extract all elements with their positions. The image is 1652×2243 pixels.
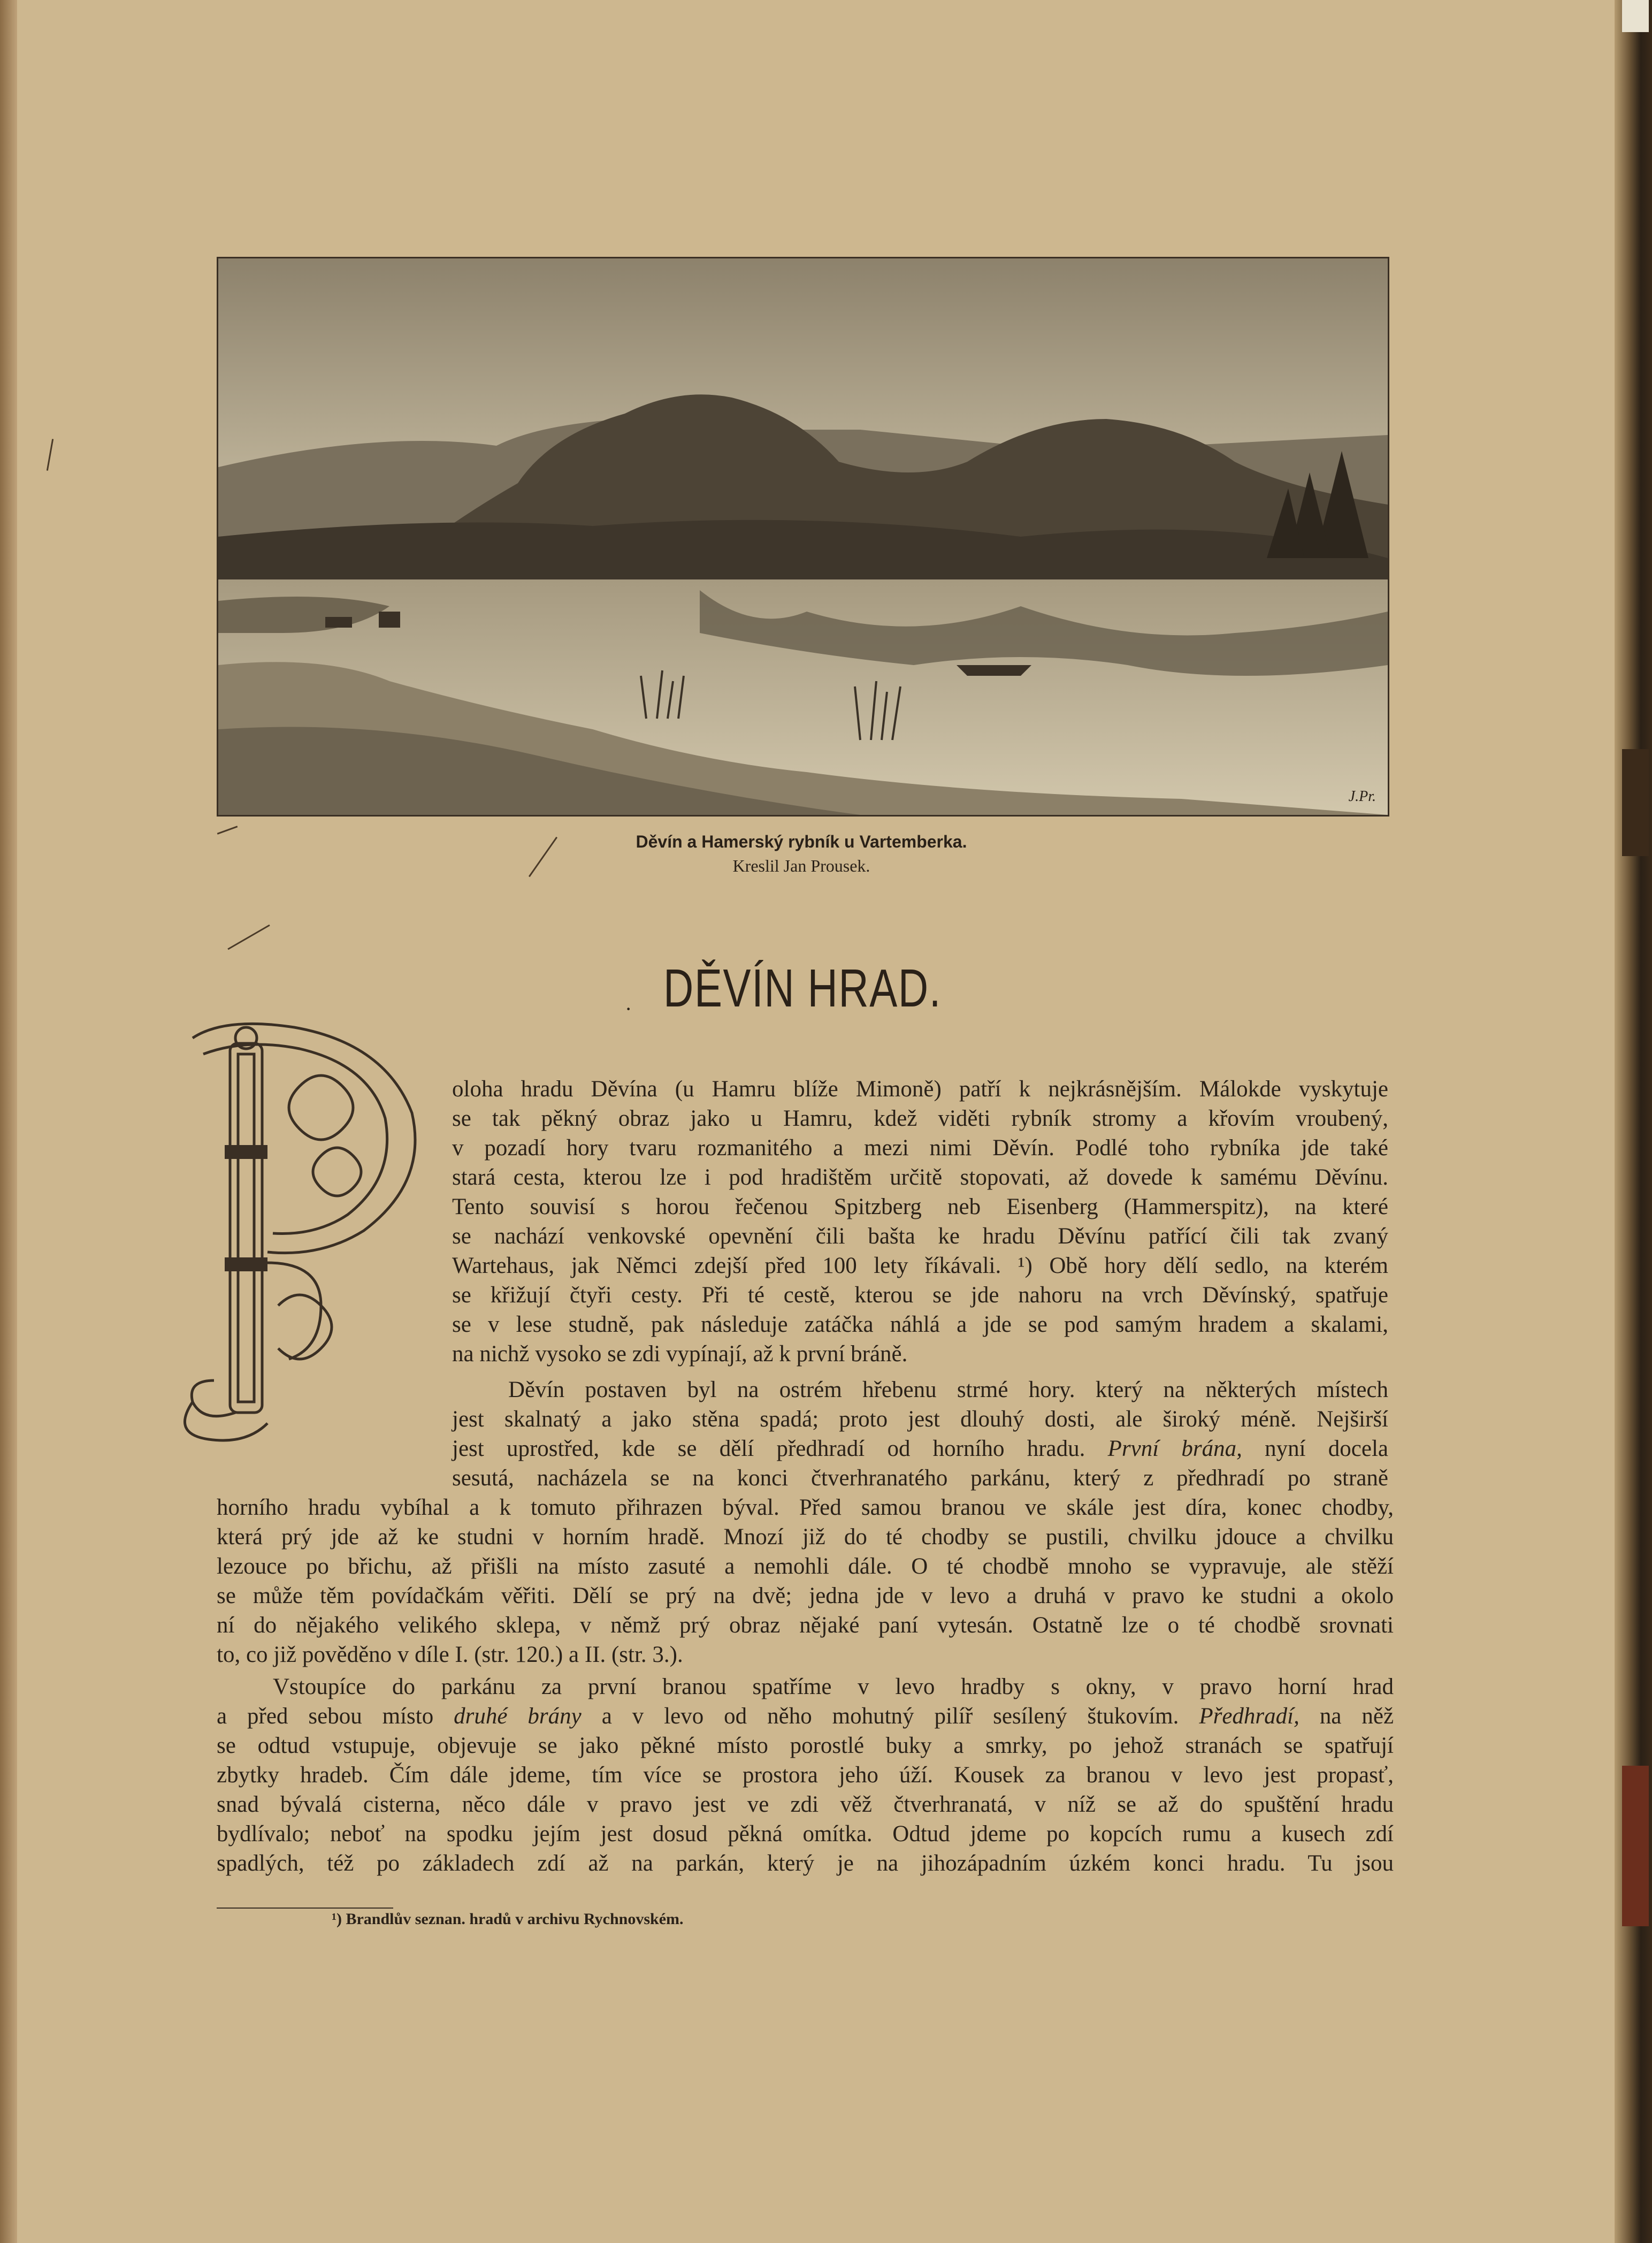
text-line: Děvín postaven byl na ostrém hřebenu strmé hory. který na některých místech: [508, 1377, 1388, 1402]
text-line: zbytky hradeb. Čím dále jdeme, tím více se prostora jeho úží. Kousek za branou v levo jest propasť,: [217, 1763, 1394, 1788]
title-marker: ·: [625, 997, 632, 1021]
text-line: bydlívalo; neboť na spodku jejím jest dosud pěkná omítka. Odtud jdeme po kopcích rumu a kusech zdí: [217, 1821, 1394, 1847]
illustration-signature: J.Pr.: [1348, 788, 1376, 805]
text-segment: na něž: [1319, 1704, 1394, 1729]
paragraph-2-narrow: [452, 1375, 1388, 1493]
text-line: se nachází venkovské opevnění čili bašta ke hradu Děvínu patřící čili tak zvaný: [452, 1224, 1388, 1249]
edge-strip-white: [1622, 0, 1649, 32]
text-line: se může těm povídačkám věřiti. Dělí se prý na dvě; jedna jde v levo a druhá v pravo ke studni a okolo: [217, 1583, 1394, 1608]
text-segment: nyní docela: [1265, 1436, 1389, 1461]
illustration-caption-credit: Kreslil Jan Prousek.: [732, 856, 870, 875]
edge-strip-dark: [1622, 749, 1649, 856]
text-line: jest skalnatý a jako stěna spadá; proto jest dlouhý dosti, ale široký méně. Nejširší: [452, 1407, 1388, 1432]
text-line: horního hradu vybíhal a k tomuto přihrazen býval. Před samou branou ve skále jest díra, konec chodby,: [217, 1495, 1394, 1520]
text-line: která prý jde až ke studni v horním hradě. Mnozí již do té chodby se pustili, chvilku jdouce a chvilku: [217, 1524, 1394, 1550]
text-segment: a v levo od něho mohutný pilíř sesílený štukovím.: [601, 1704, 1179, 1729]
text-line: Wartehaus, jak Němci zdejší před 100 lety říkávali. ¹) Obě hory dělí sedlo, na kterém: [452, 1253, 1388, 1278]
landscape-illustration: [217, 257, 1389, 817]
italic-term: První brána,: [1107, 1436, 1242, 1461]
text-line: ní do nějakého velikého sklepa, v němž prý obraz nějaké paní vytesán. Ostatně lze o té chodbě srovnati: [217, 1613, 1394, 1638]
text-line: [217, 1702, 1394, 1731]
italic-term: druhé brány: [454, 1704, 582, 1729]
footnote-divider: [217, 1908, 393, 1909]
text-line: Vstoupíce do parkánu za první branou spatříme v levo hradby s okny, v pravo horní hrad: [273, 1674, 1394, 1699]
text-line: v pozadí hory tvaru rozmanitého a mezi nimi Děvín. Podlé toho rybníka jde také: [452, 1135, 1388, 1161]
text-line: lezouce po břichu, až přišli na místo zasuté a nemohli dále. O té chodbě mnoho se vypravuje, ale stěží: [217, 1554, 1394, 1579]
text-line: snad bývalá cisterna, něco dále v pravo jest ve zdi věž čtverhranatá, v níž se až do spuštění hradu: [217, 1792, 1394, 1817]
illustration-caption-title: Děvín a Hamerský rybník u Vartemberka.: [636, 832, 967, 851]
page-edge: [1615, 0, 1652, 2243]
text-line: se křižují čtyři cesty. Při té cestě, kterou se jde nahoru na vrch Děvínský, spatřuje: [452, 1283, 1388, 1308]
footnote: ¹) Brandlův seznan. hradů v archivu Rychnovském.: [332, 1910, 684, 1928]
text-line: spadlých, též po základech zdí až na parkán, který je na jihozápadním úzkém konci hradu. Tu jsou: [217, 1851, 1394, 1876]
paragraph-3: [217, 1672, 1394, 1878]
text-segment: a před sebou místo: [217, 1704, 434, 1729]
page-binding-shadow: [0, 0, 17, 2243]
pencil-mark: [47, 439, 53, 471]
text-line: sesutá, nacházela se na konci čtverhranatého parkánu, který z předhradí po straně: [452, 1466, 1388, 1491]
text-line: to, co již pověděno v díle I. (str. 120.) a II. (str. 3.).: [217, 1642, 683, 1667]
italic-term: Předhradí,: [1199, 1704, 1299, 1729]
text-line: se tak pěkný obraz jako u Hamru, kdež viděti rybník stromy a křovím vroubený,: [452, 1106, 1388, 1131]
text-line: [452, 1434, 1388, 1463]
text-line: se odtud vstupuje, objevuje se jako pěkné místo porostlé buky a smrky, po jehož stranách se spatřují: [217, 1733, 1394, 1758]
page-title: DĚVÍN HRAD.: [663, 958, 942, 1018]
text-line: na nichž vysoko se zdi vypínají, až k první bráně.: [452, 1341, 908, 1367]
text-line: stará cesta, kterou lze i pod hradištěm určitě stopovati, až dovede k samému Děvínu.: [452, 1165, 1388, 1190]
devin-landscape-drawing: [218, 258, 1388, 815]
paragraph-1: [452, 1074, 1388, 1369]
text-line: oloha hradu Děvína (u Hamru blíže Mimoně) patří k nejkrásnějším. Málokde vyskytuje: [452, 1077, 1388, 1102]
text-line: se v lese studně, pak následuje zatáčka náhlá a jde se pod samým hradem a skalami,: [452, 1312, 1388, 1337]
text-segment: jest uprostřed, kde se dělí předhradí od horního hradu.: [452, 1436, 1085, 1461]
paragraph-2-full: [217, 1493, 1394, 1669]
pencil-mark: [227, 925, 270, 950]
text-line: Tento souvisí s horou řečenou Spitzberg neb Eisenberg (Hammerspitz), na které: [452, 1194, 1388, 1219]
edge-strip-red: [1622, 1766, 1649, 1926]
ornamental-initial-p: [160, 1006, 439, 1450]
